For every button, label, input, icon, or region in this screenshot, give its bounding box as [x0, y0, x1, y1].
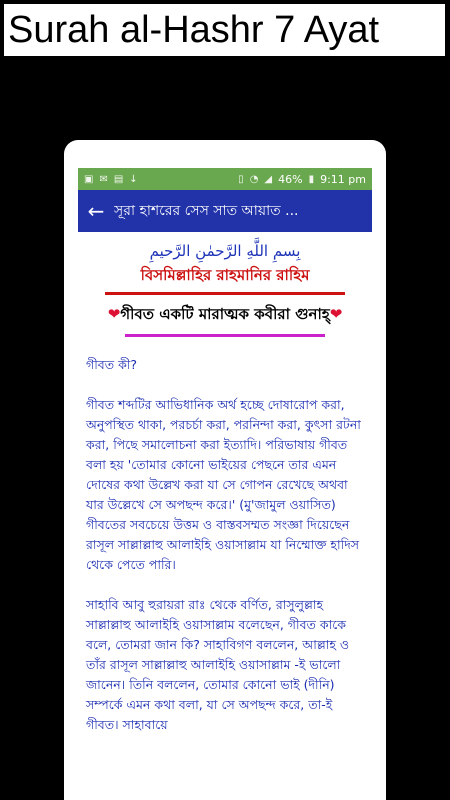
battery-percent: 46%: [278, 172, 303, 186]
paragraph: গীবত কী?: [86, 357, 138, 372]
red-underline: [105, 292, 345, 295]
app-title: সূরা হাশরের সেস সাত আয়াত ...: [114, 203, 299, 219]
signal-icon: ◢: [264, 173, 273, 185]
image-icon: ▣: [84, 173, 94, 185]
download-icon: ↓: [129, 173, 138, 185]
wifi-icon: ◔: [249, 173, 259, 185]
bismillah-bengali: বিসমিল্লাহির রাহমানির রাহিম: [140, 266, 310, 284]
status-left: [84, 174, 138, 185]
paragraph: সাহাবি আবু হুরায়রা রাঃ থেকে বর্ণিত, রাসুলুল্লাহ সাল্লাল্লাহু আলাইহি ওয়াসাল্লাম বলেছেন, গীবত কাকে বলে, তোমরা জান কি? সাহাবিগণ বললেন, আল্লাহ ও তাঁর রাসূল সাল্লাল্লাহু আলাইহি ওয়াসাল্লাম -ই ভালো জানেন। তিনি বললেন, তোমার কোনো ভাই (দীনি) সম্পর্কে এমন কথা বলা, যা সে অপছন্দ করে, তা-ই গীবত। সাহাবায়ে: [86, 597, 350, 732]
heading-line: [78, 303, 372, 328]
heart-icon: ❤: [329, 305, 343, 323]
status-bar: [78, 168, 372, 190]
article-body: [78, 355, 372, 735]
status-time: 9:11 pm: [320, 172, 366, 186]
battery-icon: ▮: [308, 173, 315, 185]
heading-text: গীবত একটি মারাত্মক কবীরা গুনাহ্: [120, 305, 330, 323]
heart-icon: ❤: [107, 305, 121, 323]
mail-icon: ✉: [99, 173, 108, 185]
paragraph: গীবত শব্দটির আভিধানিক অর্থ হচ্ছে দোষারোপ করা, অনুপস্থিত থাকা, পরচর্চা করা, পরনিন্দা করা, কুৎসা রটনা করা, পিছে সমালোচনা করা ইত্যাদি। পরিভাষায় গীবত বলা হয় 'তোমার কোনো ভাইয়ের পেছনে তার এমন দোষের কথা উল্লেখ করা যা সে গোপন রেখেছে অথবা যার উল্লেখে সে অপছন্দ করে।' (মু'জামুল ওয়াসিত) গীবতের সবচেয়ে উত্তম ও বাস্তবসম্মত সংজ্ঞা দিয়েছেন রাসূল সাল্লাল্লাহু আলাইহি ওয়াসাল্লাম যা নিম্মোক্ত হাদিস থেকে পেতে পারি।: [86, 397, 361, 572]
purple-underline: [125, 334, 325, 337]
arabic-bismillah: بِسمِ اللَّهِ الرَّحمٰنِ الرَّحيمِ: [149, 242, 301, 260]
sim-icon: ▯: [238, 173, 244, 185]
bag-icon: ▤: [113, 173, 124, 185]
status-right: [238, 173, 366, 186]
top-banner: [0, 0, 450, 60]
app-bar: [78, 190, 372, 232]
phone-frame: [64, 140, 386, 800]
banner-title: Surah al-Hashr 7 Ayat: [4, 4, 445, 56]
content-scroll[interactable]: [78, 232, 372, 800]
arrow-left-icon[interactable]: ←: [87, 199, 105, 223]
